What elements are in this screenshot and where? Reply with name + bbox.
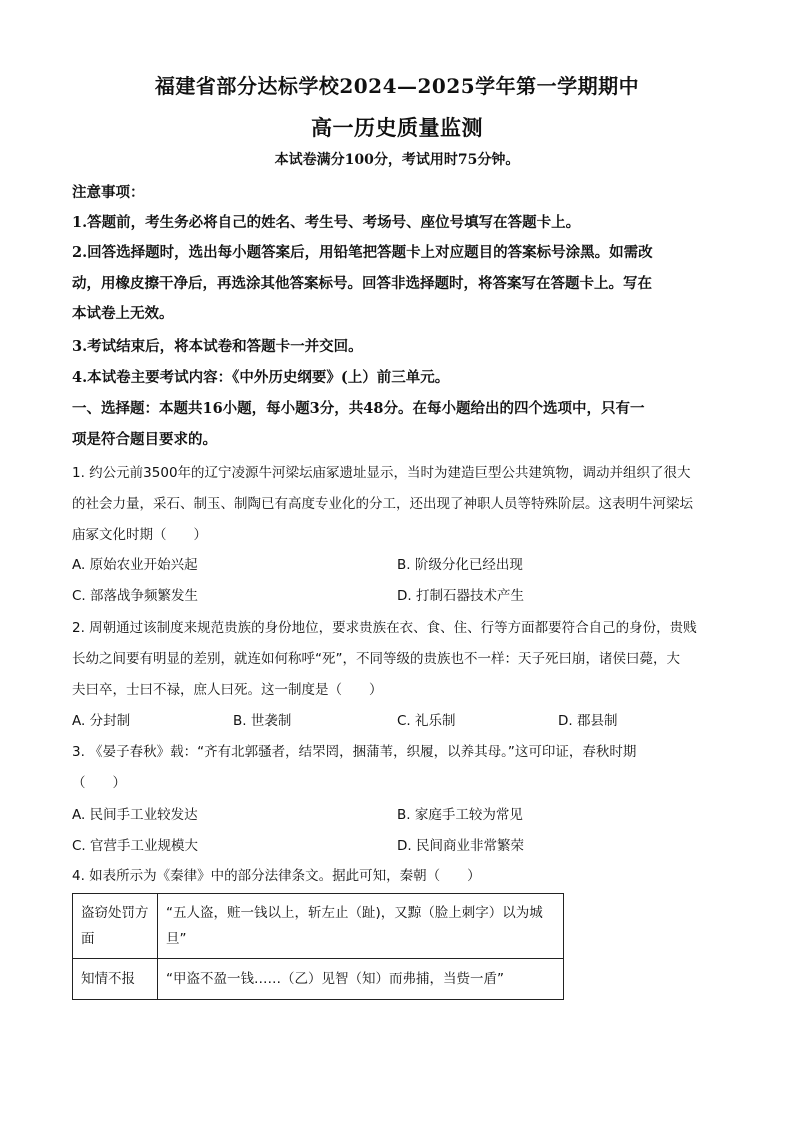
question-4-text: 4. 如表所示为《秦律》中的部分法律条文。据此可知，秦朝（ ） xyxy=(72,868,481,884)
notice-line: 4.本试卷主要考试内容：《中外历史纲要》(上）前三单元。 xyxy=(72,369,450,386)
table-cell-category: 盗窃处罚方面 xyxy=(73,894,158,959)
question-3-text: （ ） xyxy=(72,775,126,791)
question-3-option-c[interactable]: C. 官营手工业规模大 xyxy=(72,838,199,854)
table-cell-category: 知情不报 xyxy=(73,959,158,1000)
exam-title-line2: 高一历史质量监测 xyxy=(311,115,483,140)
exam-title-line1: 福建省部分达标学校2024—2025学年第一学期期中 xyxy=(154,74,640,98)
table-row xyxy=(73,894,564,959)
question-2-text: 2. 周朝通过该制度来规范贵族的身份地位，要求贵族在衣、食、住、行等方面都要符合自己的身份，贵贱 xyxy=(72,620,697,636)
question-3-option-d[interactable]: D. 民间商业非常繁荣 xyxy=(397,838,524,854)
notice-heading: 注意事项： xyxy=(72,184,145,201)
table-row xyxy=(73,959,564,1000)
question-1-option-a[interactable]: A. 原始农业开始兴起 xyxy=(72,557,198,573)
question-1-option-b[interactable]: B. 阶级分化已经出现 xyxy=(397,557,523,573)
question-2-option-c[interactable]: C. 礼乐制 xyxy=(397,713,456,729)
section-heading: 项是符合题目要求的。 xyxy=(72,431,217,448)
question-3-text: 3. 《晏子春秋》载：“齐有北郭骚者，结罘罔，捆蒲苇，织履，以养其母。”这可印证，春秋时期 xyxy=(72,744,637,760)
table-cell-content: “甲盗不盈一钱……（乙）见智（知）而弗捕，当赀一盾” xyxy=(158,959,564,1000)
question-1-text: 的社会力量，采石、制玉、制陶已有高度专业化的分工，还出现了神职人员等特殊阶层。这表明牛河梁坛 xyxy=(72,496,693,512)
notice-line: 2.回答选择题时，选出每小题答案后，用铅笔把答题卡上对应题目的答案标号涂黑。如需改 xyxy=(72,244,653,261)
question-2-option-b[interactable]: B. 世袭制 xyxy=(233,713,292,729)
exam-subtitle: 本试卷满分100分，考试用时75分钟。 xyxy=(274,152,520,168)
question-2-text: 夫曰卒，士曰不禄，庶人曰死。这一制度是（ ） xyxy=(72,682,383,698)
notice-line: 3.考试结束后，将本试卷和答题卡一并交回。 xyxy=(72,338,363,355)
question-1-option-d[interactable]: D. 打制石器技术产生 xyxy=(397,588,524,604)
question-3-option-b[interactable]: B. 家庭手工较为常见 xyxy=(397,807,523,823)
question-2-text: 长幼之间要有明显的差别，就连如何称呼“死”，不同等级的贵族也不一样：天子死曰崩，诸侯曰薨，大 xyxy=(72,651,680,667)
notice-line: 动，用橡皮擦干净后，再选涂其他答案标号。回答非选择题时，将答案写在答题卡上。写在 xyxy=(72,275,652,292)
table-cell-content: “五人盗，赃一钱以上，斩左止（趾)，又黥（脸上刺字）以为城旦” xyxy=(158,894,564,959)
question-2-option-a[interactable]: A. 分封制 xyxy=(72,713,131,729)
section-heading: 一、选择题：本题共16小题，每小题3分，共48分。在每小题给出的四个选项中，只有一 xyxy=(72,400,645,417)
question-1-text: 庙冢文化时期（ ） xyxy=(72,527,207,543)
question-1-option-c[interactable]: C. 部落战争频繁发生 xyxy=(72,588,199,604)
notice-line: 本试卷上无效。 xyxy=(72,305,174,322)
qin-law-table xyxy=(72,893,564,1000)
question-2-option-d[interactable]: D. 郡县制 xyxy=(558,713,618,729)
question-1-text: 1. 约公元前3500年的辽宁凌源牛河梁坛庙冢遗址显示，当时为建造巨型公共建筑物，调动并组织了很大 xyxy=(72,465,691,481)
notice-line: 1.答题前，考生务必将自己的姓名、考生号、考场号、座位号填写在答题卡上。 xyxy=(72,214,581,231)
question-3-option-a[interactable]: A. 民间手工业较发达 xyxy=(72,807,198,823)
